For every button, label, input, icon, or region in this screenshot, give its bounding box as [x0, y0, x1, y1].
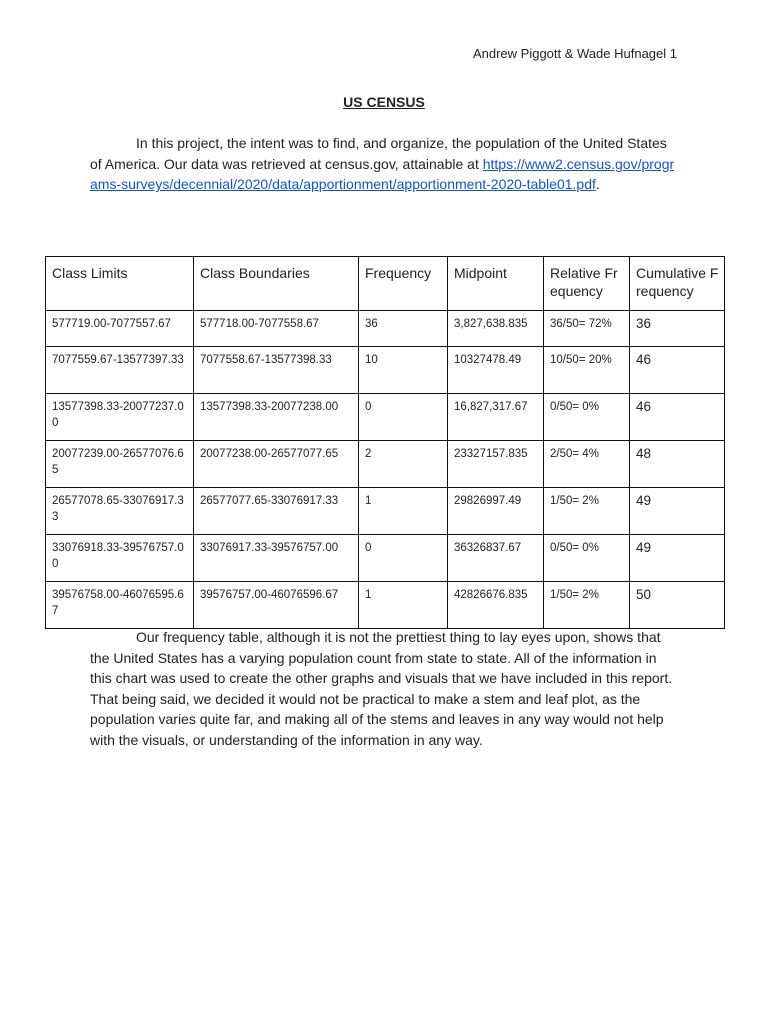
header-frequency: Frequency: [359, 257, 448, 311]
cell-relative-frequency: 36/50= 72%: [544, 311, 630, 347]
cell-frequency: 1: [359, 582, 448, 629]
cell-relative-frequency: 10/50= 20%: [544, 347, 630, 394]
conclusion-paragraph: [90, 627, 680, 751]
page-title: US CENSUS: [343, 94, 425, 110]
cell-relative-frequency: 1/50= 2%: [544, 582, 630, 629]
table-row: [46, 394, 725, 441]
cell-frequency: 10: [359, 347, 448, 394]
table-row: [46, 582, 725, 629]
table-row: [46, 347, 725, 394]
table-row: [46, 535, 725, 582]
header-cumulative-frequency: Cumulative Frequency: [630, 257, 725, 311]
cell-cumulative-frequency: 46: [630, 394, 725, 441]
cell-midpoint: 42826676.835: [448, 582, 544, 629]
cell-class-boundaries: 33076917.33-39576757.00: [194, 535, 359, 582]
conclusion-text: Our frequency table, although it is not the prettiest thing to lay eyes upon, shows that the United States has a varying population count from state to state. All of the information in this chart was used to create the other graphs and visuals that we have included in this report. That being said, we decided it would not be practical to make a stem and leaf plot, as the population varies quite far, and making all of the stems and leaves in any way would not help with the visuals, or understanding of the information in any way.: [90, 629, 673, 748]
cell-frequency: 2: [359, 441, 448, 488]
cell-midpoint: 3,827,638.835: [448, 311, 544, 347]
cell-class-boundaries: 577718.00-7077558.67: [194, 311, 359, 347]
cell-relative-frequency: 1/50= 2%: [544, 488, 630, 535]
table-header-row: [46, 257, 725, 311]
cell-cumulative-frequency: 46: [630, 347, 725, 394]
cell-frequency: 0: [359, 535, 448, 582]
cell-class-boundaries: 26577077.65-33076917.33: [194, 488, 359, 535]
cell-cumulative-frequency: 49: [630, 535, 725, 582]
cell-cumulative-frequency: 36: [630, 311, 725, 347]
cell-class-limits: 7077559.67-13577397.33: [46, 347, 194, 394]
table-row: [46, 488, 725, 535]
intro-text: In this project, the intent was to find, and organize, the population of the United States of America. Our data was retrieved at census.gov, attainable at: [90, 135, 667, 172]
cell-relative-frequency: 0/50= 0%: [544, 535, 630, 582]
table-row: [46, 441, 725, 488]
frequency-table: [45, 256, 725, 629]
header-relative-frequency: Relative Frequency: [544, 257, 630, 311]
cell-class-limits: 577719.00-7077557.67: [46, 311, 194, 347]
table-row: [46, 311, 725, 347]
cell-midpoint: 29826997.49: [448, 488, 544, 535]
cell-relative-frequency: 0/50= 0%: [544, 394, 630, 441]
cell-class-limits: 13577398.33-20077237.00: [46, 394, 194, 441]
cell-frequency: 1: [359, 488, 448, 535]
cell-midpoint: 16,827,317.67: [448, 394, 544, 441]
cell-cumulative-frequency: 48: [630, 441, 725, 488]
cell-class-boundaries: 13577398.33-20077238.00: [194, 394, 359, 441]
cell-midpoint: 36326837.67: [448, 535, 544, 582]
header-class-boundaries: Class Boundaries: [194, 257, 359, 311]
intro-paragraph: [90, 133, 680, 195]
cell-frequency: 0: [359, 394, 448, 441]
page-header-authors: Andrew Piggott & Wade Hufnagel 1: [472, 46, 677, 61]
cell-relative-frequency: 2/50= 4%: [544, 441, 630, 488]
cell-class-boundaries: 7077558.67-13577398.33: [194, 347, 359, 394]
census-link[interactable]: https://www2.census.gov/programs-surveys/decennial/2020/data/apportionment/apportionment-2020-table01.pdf: [90, 155, 675, 193]
cell-class-limits: 39576758.00-46076595.67: [46, 582, 194, 629]
cell-class-limits: 33076918.33-39576757.00: [46, 535, 194, 582]
cell-cumulative-frequency: 50: [630, 582, 725, 629]
cell-class-boundaries: 20077238.00-26577077.65: [194, 441, 359, 488]
header-midpoint: Midpoint: [448, 257, 544, 311]
cell-class-limits: 26577078.65-33076917.33: [46, 488, 194, 535]
cell-midpoint: 23327157.835: [448, 441, 544, 488]
cell-class-boundaries: 39576757.00-46076596.67: [194, 582, 359, 629]
cell-class-limits: 20077239.00-26577076.65: [46, 441, 194, 488]
cell-cumulative-frequency: 49: [630, 488, 725, 535]
intro-end: .: [595, 176, 600, 193]
cell-midpoint: 10327478.49: [448, 347, 544, 394]
header-class-limits: Class Limits: [46, 257, 194, 311]
cell-frequency: 36: [359, 311, 448, 347]
